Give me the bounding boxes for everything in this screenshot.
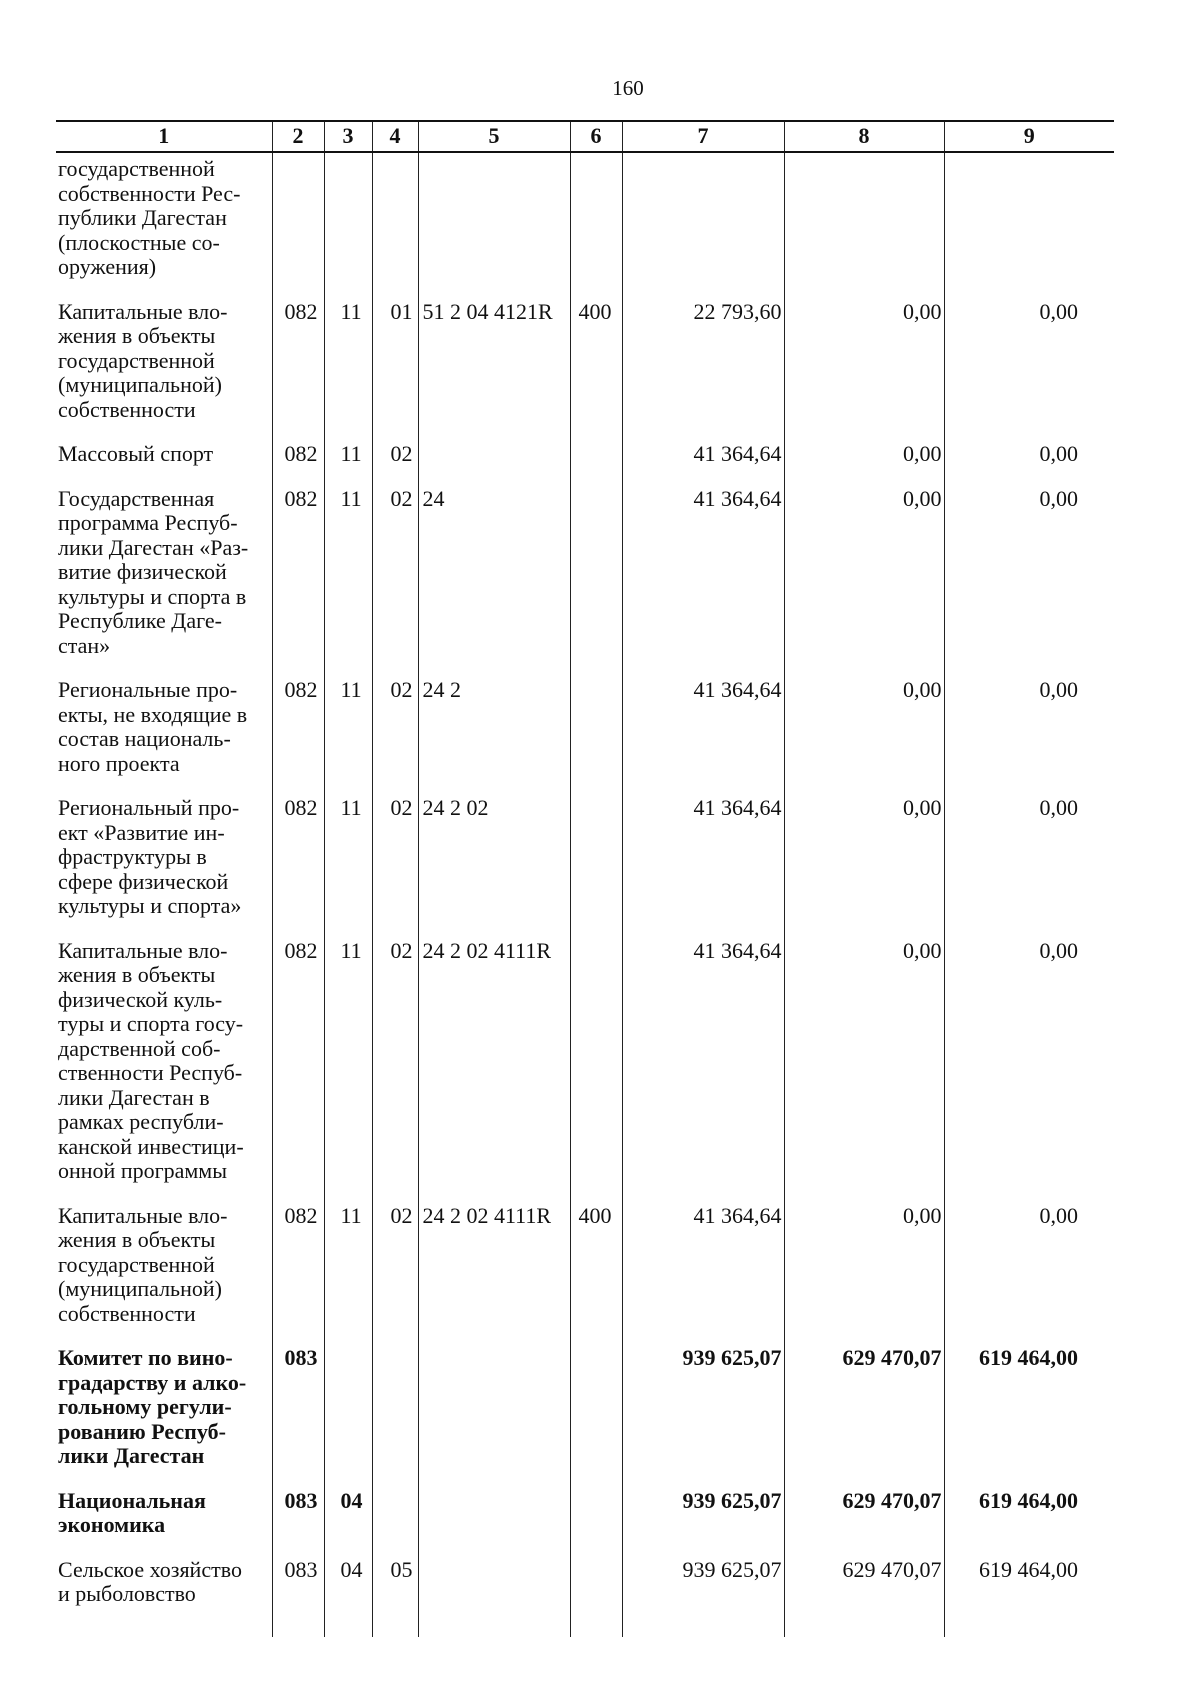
table-row [56, 440, 1114, 485]
name-line: Комитет по вино- [58, 1345, 233, 1370]
cell-amount-year2: 0,00 [784, 298, 944, 441]
name-line: ного проекта [58, 750, 180, 776]
cell-name [56, 1202, 272, 1345]
name-line: (плоскостные со- [58, 229, 220, 255]
cell-amount-year2: 0,00 [784, 485, 944, 677]
header-col-1: 1 [56, 121, 272, 152]
cell-pr: 02 [372, 937, 418, 1202]
cell-csr [418, 440, 570, 485]
cell-vr [570, 1487, 622, 1556]
cell-amount-year3: 619 464,00 [944, 1487, 1114, 1556]
page-number: 160 [612, 76, 644, 100]
name-line: Капитальные вло- [58, 1202, 228, 1228]
header-col-8: 8 [784, 121, 944, 152]
table-row [56, 1556, 1114, 1637]
cell-name [56, 794, 272, 937]
cell-amount-year1: 41 364,64 [622, 937, 784, 1202]
cell-gr: 082 [272, 485, 324, 677]
cell-rz [324, 1344, 372, 1487]
name-line: сфере физической [58, 868, 229, 894]
header-row [56, 121, 1114, 152]
cell-amount-year3: 0,00 [944, 1202, 1114, 1345]
cell-csr: 24 [418, 485, 570, 677]
cell-rz: 11 [324, 485, 372, 677]
cell-name [56, 676, 272, 794]
cell-amount-year2: 629 470,07 [784, 1487, 944, 1556]
cell-rz [324, 152, 372, 298]
cell-amount-year2 [784, 152, 944, 298]
cell-rz: 04 [324, 1487, 372, 1556]
name-line: ект «Развитие ин- [58, 819, 225, 845]
name-line: лики Дагестан в [58, 1084, 210, 1110]
cell-name [56, 1487, 272, 1556]
cell-amount-year1: 22 793,60 [622, 298, 784, 441]
cell-gr: 082 [272, 676, 324, 794]
table-row [56, 298, 1114, 441]
name-line: жения в объекты [58, 1227, 216, 1252]
budget-table [56, 120, 1114, 1637]
name-line: жения в объекты [58, 962, 216, 987]
cell-gr: 082 [272, 440, 324, 485]
name-line: витие физической [58, 559, 227, 584]
cell-vr [570, 485, 622, 677]
table-header [56, 121, 1114, 152]
cell-csr: 24 2 02 4111R [418, 937, 570, 1202]
table-row [56, 1202, 1114, 1345]
header-col-3: 3 [324, 121, 372, 152]
cell-pr: 01 [372, 298, 418, 441]
cell-amount-year3: 0,00 [944, 937, 1114, 1202]
cell-name [56, 1344, 272, 1487]
cell-rz: 11 [324, 794, 372, 937]
cell-amount-year2: 0,00 [784, 676, 944, 794]
name-line: Капитальные вло- [58, 937, 228, 963]
name-line: Региональный про- [58, 795, 240, 820]
cell-amount-year3: 0,00 [944, 298, 1114, 441]
cell-pr: 05 [372, 1556, 418, 1637]
cell-rz: 11 [324, 937, 372, 1202]
cell-amount-year3: 0,00 [944, 794, 1114, 937]
table-row [56, 937, 1114, 1202]
cell-gr: 082 [272, 298, 324, 441]
name-line: Региональные про- [58, 677, 238, 702]
name-line: дарственной соб- [58, 1035, 221, 1061]
cell-pr: 02 [372, 1202, 418, 1345]
name-line: собственности [58, 396, 196, 422]
table-row [56, 1487, 1114, 1556]
cell-csr: 24 2 [418, 676, 570, 794]
name-line: Национальная [58, 1487, 206, 1513]
cell-amount-year1 [622, 152, 784, 298]
cell-amount-year2: 0,00 [784, 1202, 944, 1345]
cell-amount-year3: 619 464,00 [944, 1344, 1114, 1487]
cell-rz: 11 [324, 298, 372, 441]
cell-name [56, 937, 272, 1202]
cell-pr [372, 1344, 418, 1487]
cell-amount-year3: 619 464,00 [944, 1556, 1114, 1637]
name-line: государственной [58, 1251, 215, 1277]
name-line: фраструктуры в [58, 844, 207, 869]
name-line: стан» [58, 632, 111, 658]
cell-csr [418, 152, 570, 298]
cell-csr [418, 1344, 570, 1487]
table-row [56, 485, 1114, 677]
name-line: градарству и алко- [58, 1369, 247, 1395]
cell-amount-year1: 939 625,07 [622, 1487, 784, 1556]
name-line: экономика [58, 1512, 166, 1537]
cell-rz: 04 [324, 1556, 372, 1637]
name-line: канской инвестици- [58, 1133, 244, 1159]
cell-gr: 083 [272, 1487, 324, 1556]
cell-amount-year1: 41 364,64 [622, 794, 784, 937]
cell-name [56, 298, 272, 441]
cell-pr: 02 [372, 485, 418, 677]
header-col-9: 9 [944, 121, 1114, 152]
name-line: состав националь- [58, 726, 231, 751]
name-line: жения в объекты [58, 323, 216, 348]
cell-vr [570, 794, 622, 937]
cell-csr: 51 2 04 4121R [418, 298, 570, 441]
cell-gr: 083 [272, 1344, 324, 1487]
cell-amount-year1: 939 625,07 [622, 1344, 784, 1487]
cell-name [56, 152, 272, 298]
cell-gr [272, 152, 324, 298]
name-line: физической куль- [58, 986, 223, 1012]
cell-amount-year3 [944, 152, 1114, 298]
name-line: Массовый спорт [58, 441, 214, 466]
cell-name [56, 485, 272, 677]
cell-pr: 02 [372, 676, 418, 794]
name-line: ственности Респуб- [58, 1060, 243, 1085]
name-line: собственности Рес- [58, 180, 241, 206]
cell-amount-year1: 41 364,64 [622, 485, 784, 677]
name-line: рованию Респуб- [58, 1418, 226, 1444]
cell-amount-year3: 0,00 [944, 676, 1114, 794]
cell-vr [570, 937, 622, 1202]
name-line: оружения) [58, 254, 157, 279]
cell-amount-year2: 629 470,07 [784, 1344, 944, 1487]
cell-rz: 11 [324, 676, 372, 794]
name-line: екты, не входящие в [58, 701, 248, 727]
cell-pr: 02 [372, 440, 418, 485]
cell-gr: 083 [272, 1556, 324, 1637]
cell-gr: 082 [272, 1202, 324, 1345]
table-row [56, 152, 1114, 298]
name-line: культуры и спорта» [58, 893, 242, 918]
header-col-5: 5 [418, 121, 570, 152]
cell-gr: 082 [272, 794, 324, 937]
name-line: лики Дагестан [58, 1443, 205, 1468]
name-line: культуры и спорта в [58, 583, 247, 609]
name-line: (муниципальной) [58, 1276, 222, 1301]
name-line: программа Респуб- [58, 510, 238, 535]
cell-amount-year1: 41 364,64 [622, 676, 784, 794]
cell-amount-year1: 41 364,64 [622, 440, 784, 485]
name-line: государственной [58, 156, 215, 181]
cell-pr: 02 [372, 794, 418, 937]
cell-amount-year3: 0,00 [944, 485, 1114, 677]
cell-csr: 24 2 02 [418, 794, 570, 937]
name-line: Капитальные вло- [58, 298, 228, 324]
cell-amount-year2: 0,00 [784, 440, 944, 485]
name-line: собственности [58, 1300, 196, 1326]
cell-pr [372, 1487, 418, 1556]
cell-pr [372, 152, 418, 298]
cell-vr [570, 1344, 622, 1487]
table-body [56, 152, 1114, 1637]
name-line: гольному регули- [58, 1394, 232, 1419]
cell-rz: 11 [324, 1202, 372, 1345]
table-row [56, 1344, 1114, 1487]
cell-vr [570, 1556, 622, 1637]
header-col-6: 6 [570, 121, 622, 152]
cell-amount-year2: 629 470,07 [784, 1556, 944, 1637]
name-line: Республике Даге- [58, 608, 222, 633]
cell-gr: 082 [272, 937, 324, 1202]
name-line: рамках республи- [58, 1109, 224, 1134]
cell-amount-year1: 41 364,64 [622, 1202, 784, 1345]
cell-vr [570, 152, 622, 298]
name-line: туры и спорта госу- [58, 1011, 244, 1036]
cell-vr [570, 676, 622, 794]
name-line: публики Дагестан [58, 205, 227, 230]
cell-name [56, 440, 272, 485]
table-row [56, 676, 1114, 794]
cell-amount-year2: 0,00 [784, 794, 944, 937]
name-line: лики Дагестан «Раз- [58, 534, 249, 560]
name-line: и рыболовство [58, 1581, 196, 1606]
name-line: Государственная [58, 485, 215, 511]
header-col-7: 7 [622, 121, 784, 152]
cell-csr [418, 1556, 570, 1637]
cell-name [56, 1556, 272, 1637]
header-col-2: 2 [272, 121, 324, 152]
header-col-4: 4 [372, 121, 418, 152]
name-line: Сельское хозяйство [58, 1556, 242, 1582]
cell-amount-year2: 0,00 [784, 937, 944, 1202]
name-line: государственной [58, 347, 215, 373]
cell-rz: 11 [324, 440, 372, 485]
cell-vr: 400 [570, 298, 622, 441]
name-line: онной программы [58, 1158, 228, 1183]
cell-amount-year1: 939 625,07 [622, 1556, 784, 1637]
cell-vr [570, 440, 622, 485]
cell-vr: 400 [570, 1202, 622, 1345]
cell-csr [418, 1487, 570, 1556]
name-line: (муниципальной) [58, 372, 222, 397]
table-row [56, 794, 1114, 937]
cell-csr: 24 2 02 4111R [418, 1202, 570, 1345]
cell-amount-year3: 0,00 [944, 440, 1114, 485]
